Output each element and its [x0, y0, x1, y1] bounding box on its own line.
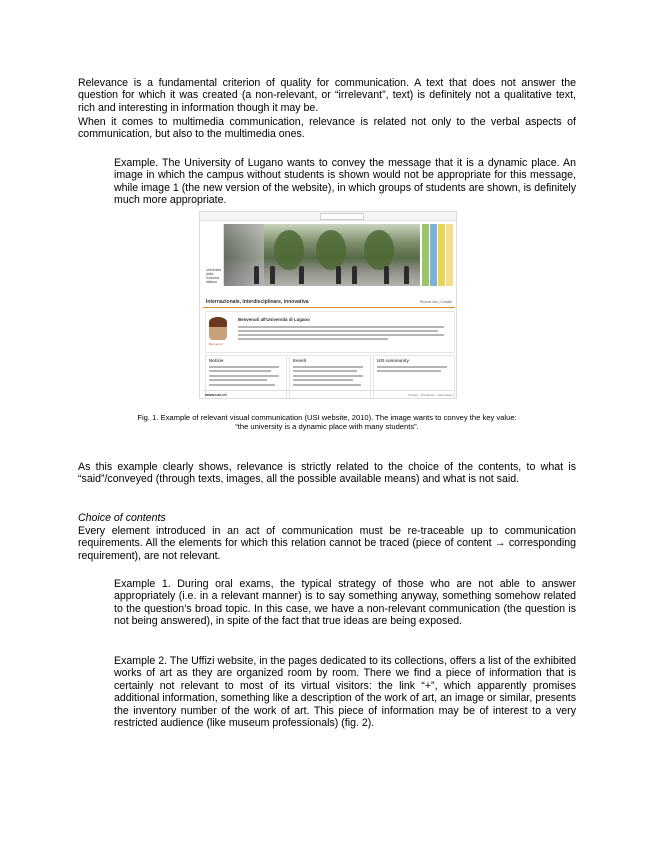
- requirements-paragraph: Every element introduced in an act of communication must be re-traceable up to communication requirements. All the elements for which this relation cannot be traced (piece of content → corresponding requirement), are not relevant.: [78, 525, 576, 562]
- menu-bar-yellow: [438, 224, 445, 286]
- example1-paragraph: Example 1. During oral exams, the typical strategy of those who are not able to answer appropriately (i.e. in a relevant manner) is to say something anyway, something somehow related to the question’s broad topic. In this case, we have a non-relevant communication (the question is not being answered), in spite of the fact that true ideas are being exposed.: [114, 578, 576, 628]
- figure-caption-line2: “the university is a dynamic place with many students”.: [235, 422, 419, 432]
- text-line: [293, 384, 361, 386]
- menu-bar-green: [422, 224, 429, 286]
- welcome-title: Benvenuti all'Università di Lugano: [238, 317, 310, 322]
- text-line: [293, 366, 363, 368]
- welcome-tag: Benvenuti: [209, 342, 223, 346]
- text-line: [293, 379, 353, 381]
- text-line: [238, 326, 444, 328]
- text-line: [209, 370, 271, 372]
- text-line: [238, 338, 388, 340]
- example-paragraph: Example. The University of Lugano wants to convey the message that it is a dynamic place. An image in which the campus without students is shown would not be appropriate for this message, while image 1 (the new version of the website), in which groups of students are shown, is definitely much more appropriate.: [114, 157, 576, 207]
- campus-photo: [224, 224, 420, 286]
- figure-subtitle-bar: [203, 298, 455, 308]
- figure-caption: [78, 413, 576, 432]
- text-line: [377, 366, 447, 368]
- figure-top-bar: [200, 212, 457, 221]
- usi-website-figure: [199, 211, 457, 399]
- text-line: [377, 370, 441, 372]
- rector-photo-hair: [209, 317, 227, 327]
- text-line: [238, 334, 444, 336]
- section-heading: Choice of contents: [78, 512, 166, 524]
- photo-student: [299, 266, 304, 284]
- photo-tree: [274, 230, 304, 270]
- figure-search-box: [320, 213, 364, 220]
- photo-student: [254, 266, 259, 284]
- text-line: [209, 384, 275, 386]
- example2-paragraph: Example 2. The Uffizi website, in the pages dedicated to its collections, offers a list of the exhibited works of art as they are organized room by room. There we find a piece of information that is certainly not relevant to most of its virtual visitors: the link “+”, which apparently promises additional information, something like a description of the work of art, an image or similar, presents the inventory number of the work of art. This piece of information may be of interest to a very restricted audience (like museum professionals) (fig. 2).: [114, 655, 576, 730]
- events-column-heading: Eventi: [293, 358, 307, 363]
- figure-welcome-box: [205, 311, 455, 353]
- figure-footer-url: www.usi.ch: [205, 392, 227, 397]
- photo-tree: [364, 230, 394, 270]
- choice-intro-paragraph: As this example clearly shows, relevance is strictly related to the choice of the contents, to what is “said”/conveyed (through texts, images, all the possible available means) and what is not said.: [78, 461, 576, 486]
- menu-bar-yellow-light: [446, 224, 453, 286]
- news-column-heading: Notizie: [209, 358, 224, 363]
- figure-caption-line1: Fig. 1. Example of relevant visual communication (USI website, 2010). The image wants to convey the key value:: [137, 413, 517, 422]
- figure-subtitle: Internazionale, interdisciplinare, innovativa: [206, 299, 309, 305]
- figure-footer: [203, 390, 455, 399]
- text-line: [209, 379, 267, 381]
- menu-bar-blue: [430, 224, 437, 286]
- photo-student: [336, 266, 341, 284]
- photo-student: [352, 266, 357, 284]
- usi-logo-text: Università della Svizzera italiana: [206, 268, 222, 284]
- usi-logo: [203, 224, 224, 286]
- photo-student: [404, 266, 409, 284]
- text-line: [209, 375, 279, 377]
- text-line: [293, 370, 357, 372]
- photo-student: [384, 266, 389, 284]
- figure-footer-links: Privacy · Disclaimer · Webmaster: [408, 393, 453, 397]
- photo-student: [270, 266, 275, 284]
- text-line: [293, 375, 363, 377]
- intro-paragraph: Relevance is a fundamental criterion of quality for communication. A text that does not answer the question for which it was created (a non-relevant, or “irrelevant”, text) is definitely not a qualitative text, rich and interesting in information though it may be.: [78, 77, 576, 114]
- community-column-heading: USI community: [377, 358, 409, 363]
- multimedia-paragraph: When it comes to multimedia communication, relevance is related not only to the verbal aspects of communication, but also to the multimedia ones.: [78, 116, 576, 141]
- photo-tree: [316, 230, 346, 270]
- figure-subbar-links: Ricerca sito | Contatti: [419, 300, 452, 304]
- text-line: [238, 330, 438, 332]
- text-line: [209, 366, 279, 368]
